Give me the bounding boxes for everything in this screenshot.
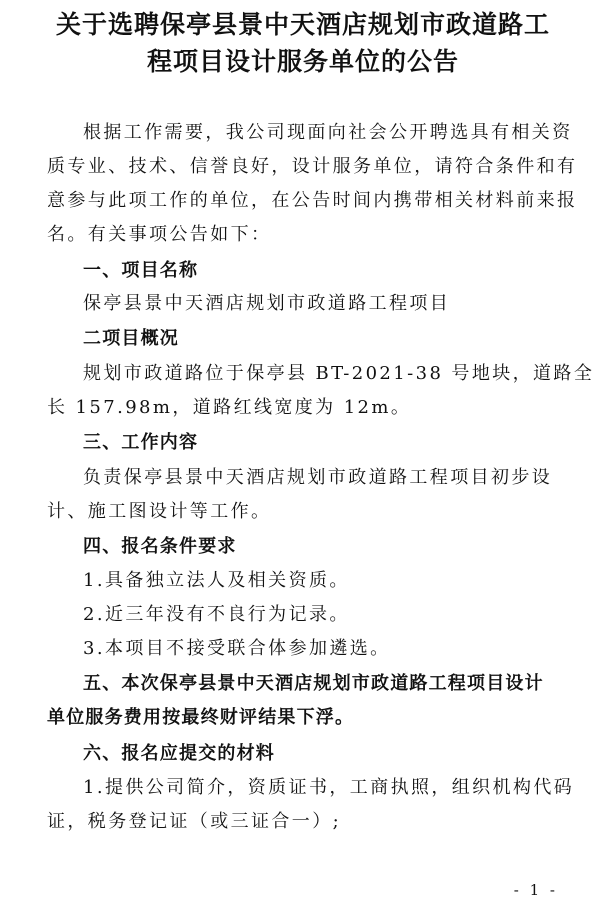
page-number: - 1 - bbox=[513, 881, 558, 899]
intro-line-4: 名。有关事项公告如下： bbox=[47, 224, 272, 245]
section-3-line-1: 负责保亭县景中天酒店规划市政道路工程项目初步设 bbox=[83, 467, 553, 488]
section-4-item-3: 3.本项目不接受联合体参加遴选。 bbox=[83, 638, 391, 659]
section-6-line-1: 1.提供公司简介，资质证书，工商执照，组织机构代码 bbox=[83, 777, 575, 798]
intro-line-1: 根据工作需要，我公司现面向社会公开聘选具有相关资 bbox=[83, 122, 573, 143]
section-3-line-2: 计、施工图设计等工作。 bbox=[47, 501, 272, 522]
section-6-heading: 六、报名应提交的材料 bbox=[83, 743, 275, 764]
title-line-1: 关于选聘保亭县景中天酒店规划市政道路工 bbox=[55, 10, 550, 39]
section-4-heading: 四、报名条件要求 bbox=[83, 536, 237, 557]
intro-line-3: 意参与此项工作的单位，在公告时间内携带相关材料前来报 bbox=[47, 190, 578, 211]
section-4-item-1: 1.具备独立法人及相关资质。 bbox=[83, 570, 350, 591]
section-2-heading: 二项目概况 bbox=[83, 328, 179, 349]
section-2-line-2: 长 157.98m，道路红线宽度为 12m。 bbox=[47, 397, 412, 418]
section-5-line-1: 五、本次保亭县景中天酒店规划市政道路工程项目设计 bbox=[83, 673, 544, 694]
title-line-2: 程项目设计服务单位的公告 bbox=[146, 47, 459, 76]
section-6-line-2: 证，税务登记证（或三证合一）; bbox=[47, 811, 342, 832]
section-1-text: 保亭县景中天酒店规划市政道路工程项目 bbox=[83, 293, 451, 314]
section-2-line-1: 规划市政道路位于保亭县 BT-2021-38 号地块，道路全 bbox=[83, 363, 595, 384]
section-1-heading: 一、项目名称 bbox=[83, 260, 199, 281]
section-3-heading: 三、工作内容 bbox=[83, 432, 199, 453]
section-4-item-2: 2.近三年没有不良行为记录。 bbox=[83, 604, 350, 625]
intro-line-2: 质专业、技术、信誉良好，设计服务单位，请符合条件和有 bbox=[47, 156, 578, 177]
section-5-line-2: 单位服务费用按最终财评结果下浮。 bbox=[47, 707, 355, 728]
